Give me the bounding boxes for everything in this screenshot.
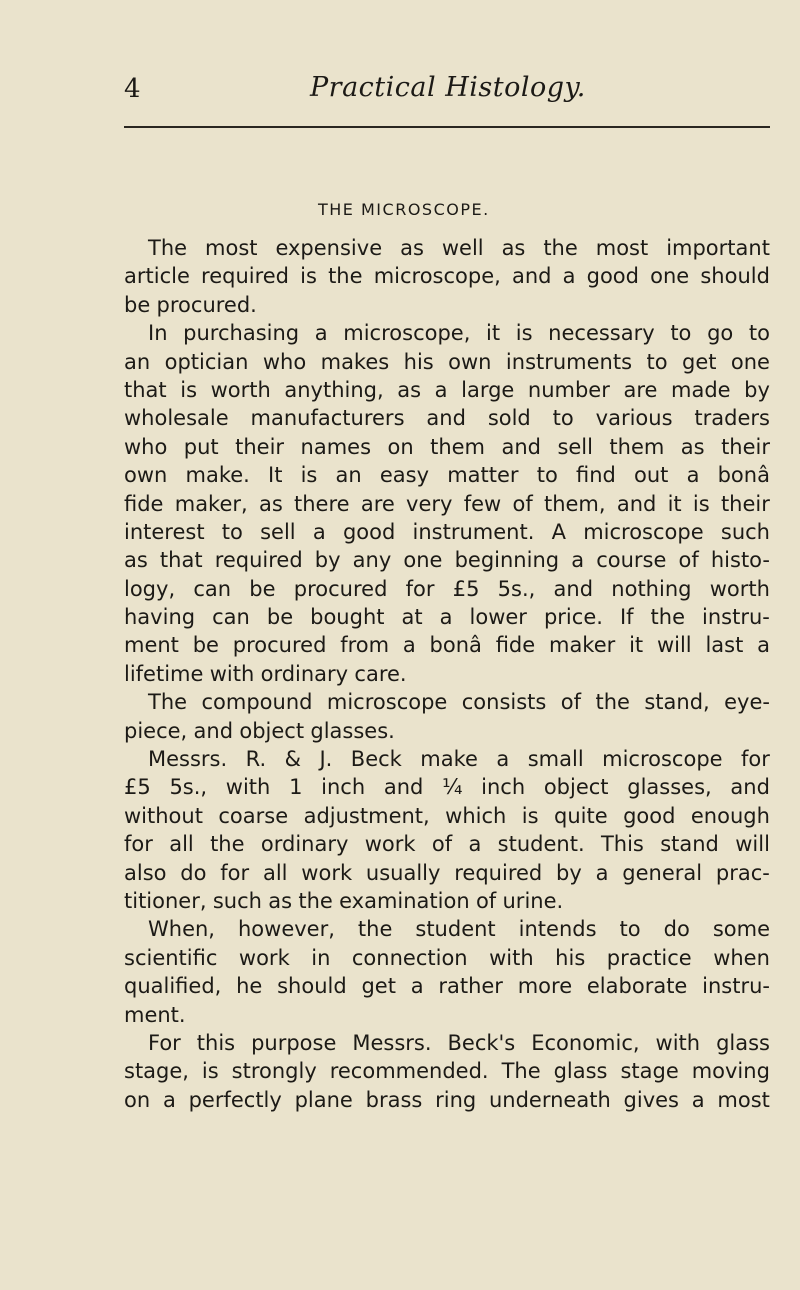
text-line: an optician who makes his own instruments to get one — [124, 349, 770, 374]
text-line: wholesale manufacturers and sold to various traders — [124, 406, 770, 431]
text-line: titioner, such as the examination of urine. — [124, 888, 564, 913]
text-line: When, however, the student intends to do some — [148, 917, 770, 942]
text-line: fide maker, as there are very few of them, and it is their — [124, 491, 770, 516]
text-line: interest to sell a good instrument. A microscope such — [124, 519, 770, 544]
text-line: stage, is strongly recommended. The glass stage moving — [124, 1059, 770, 1084]
running-head — [124, 66, 764, 116]
running-title: Practical Histology. — [310, 72, 586, 103]
text-line: For this purpose Messrs. Beck's Economic, with glass — [148, 1030, 770, 1055]
text-line: own make. It is an easy matter to find out a bonâ — [124, 463, 770, 488]
page-number: 4 — [124, 74, 141, 104]
text-line: £5 5s., with 1 inch and ¼ inch object glasses, and — [124, 775, 770, 800]
text-line: having can be bought at a lower price. If the instru- — [124, 605, 770, 630]
header-rule — [124, 126, 770, 128]
text-line: lifetime with ordinary care. — [124, 661, 407, 686]
text-line: be procured. — [124, 292, 257, 317]
text-line: Messrs. R. & J. Beck make a small microscope for — [148, 747, 770, 772]
text-line: as that required by any one beginning a course of histo- — [124, 548, 770, 573]
text-line: also do for all work usually required by a general prac- — [124, 860, 770, 885]
text-line: ment be procured from a bonâ fide maker it will last a — [124, 633, 770, 658]
text-line: The most expensive as well as the most important — [148, 236, 770, 260]
text-line: logy, can be procured for £5 5s., and nothing worth — [124, 576, 770, 601]
text-line: The compound microscope consists of the stand, eye- — [148, 690, 770, 715]
text-line: scientific work in connection with his practice when — [124, 945, 770, 970]
text-line: qualified, he should get a rather more elaborate instru- — [124, 974, 770, 999]
text-line: In purchasing a microscope, it is necessary to go to — [148, 321, 770, 346]
text-line: that is worth anything, as a large number are made by — [124, 377, 770, 402]
body-text — [124, 234, 770, 1114]
text-line: who put their names on them and sell them as their — [124, 434, 770, 459]
section-title: THE MICROSCOPE. — [318, 200, 490, 219]
text-line: for all the ordinary work of a student. This stand will — [124, 832, 770, 857]
text-line: piece, and object glasses. — [124, 718, 395, 743]
text-line: article required is the microscope, and a good one should — [124, 264, 770, 289]
text-line: on a perfectly plane brass ring underneath gives a most — [124, 1087, 770, 1112]
text-line: ment. — [124, 1002, 186, 1027]
text-line: without coarse adjustment, which is quite good enough — [124, 803, 770, 828]
